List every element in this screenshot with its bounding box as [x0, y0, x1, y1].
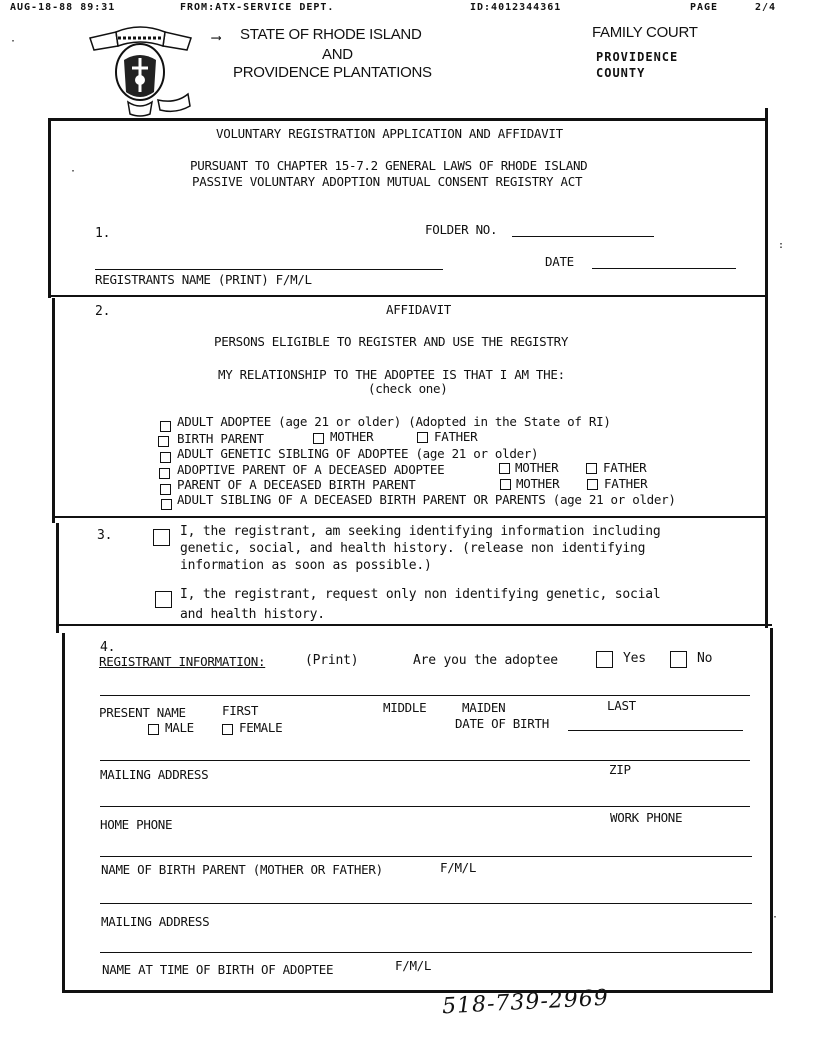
fax-id: ID:4012344361	[470, 2, 562, 13]
present-name-field[interactable]	[100, 695, 750, 696]
section1-number: 1.	[95, 226, 111, 241]
male-label: MALE	[165, 720, 194, 735]
section3-number: 3.	[97, 528, 113, 543]
checkbox-parent-deceased[interactable]	[160, 484, 171, 495]
scan-mark: ·	[70, 166, 77, 177]
form-left-border-1	[48, 118, 51, 298]
option-adoptive-parent: ADOPTIVE PARENT OF A DECEASED ADOPTEE	[177, 462, 445, 477]
birth-parent-father-label: FATHER	[434, 429, 478, 444]
option-parent-deceased: PARENT OF A DECEASED BIRTH PARENT	[177, 477, 416, 492]
name-at-birth-field[interactable]	[100, 952, 752, 953]
checkbox-adult-adoptee[interactable]	[160, 421, 171, 432]
option2-line1: I, the registrant, request only non identifying genetic, social	[180, 587, 661, 602]
name-at-birth-fml-label: F/M/L	[395, 958, 432, 973]
checkbox-genetic-sibling[interactable]	[160, 452, 171, 463]
option1-line3: information as soon as possible.)	[180, 558, 432, 573]
mailing-address2-label: MAILING ADDRESS	[101, 914, 210, 929]
maiden-name-label: MAIDEN	[462, 700, 506, 715]
form-left-border-2	[52, 298, 55, 523]
adoptive-parent-mother-label: MOTHER	[515, 460, 559, 475]
court-name: FAMILY COURT	[592, 24, 698, 41]
print-label: (Print)	[305, 653, 359, 668]
birth-parent-name-label: NAME OF BIRTH PARENT (MOTHER OR FATHER)	[101, 862, 383, 877]
adoptive-parent-father-label: FATHER	[603, 460, 647, 475]
checkbox-birth-parent-father[interactable]	[417, 432, 428, 443]
home-phone-label: HOME PHONE	[100, 817, 173, 832]
checkbox-birth-parent-mother[interactable]	[313, 433, 324, 444]
last-name-label: LAST	[607, 698, 636, 713]
scan-mark: ·	[10, 36, 17, 47]
form-bottom-border	[62, 990, 773, 993]
home-phone-field[interactable]	[100, 806, 750, 807]
present-name-label: PRESENT NAME	[99, 705, 186, 720]
scan-mark: ·	[772, 912, 779, 923]
first-name-label: FIRST	[222, 703, 259, 718]
middle-name-label: MIDDLE	[383, 700, 427, 715]
birth-parent-name-field[interactable]	[100, 856, 752, 857]
divider-section2	[48, 295, 768, 297]
registrant-name-field[interactable]	[95, 269, 443, 270]
relationship-text: MY RELATIONSHIP TO THE ADOPTEE IS THAT I AM THE:	[218, 367, 565, 382]
fax-from: FROM:ATX-SERVICE DEPT.	[180, 2, 335, 13]
parent-deceased-mother-label: MOTHER	[516, 476, 560, 491]
name-at-birth-label: NAME AT TIME OF BIRTH OF ADOPTEE	[102, 962, 334, 977]
checkbox-seeking-identifying[interactable]	[153, 529, 170, 546]
fax-page-value: 2/4	[755, 2, 777, 13]
form-left-border-3	[56, 523, 59, 633]
form-right-border-2	[770, 628, 773, 992]
checkbox-adoptive-parent[interactable]	[159, 468, 170, 479]
option1-line1: I, the registrant, am seeking identifying information including	[180, 524, 661, 539]
mailing-address-field[interactable]	[100, 760, 750, 761]
mailing-address-label: MAILING ADDRESS	[100, 767, 209, 782]
state-seal-icon	[88, 20, 193, 118]
date-label: DATE	[545, 254, 574, 269]
registrant-info-label: REGISTRANT INFORMATION:	[99, 654, 266, 669]
dash-arrow-icon: ⟶	[212, 30, 221, 46]
divider-section4	[56, 624, 772, 626]
divider-section3	[52, 516, 768, 518]
state-line2: AND	[322, 46, 353, 63]
checkbox-adoptive-parent-mother[interactable]	[499, 463, 510, 474]
section4-number: 4.	[100, 640, 116, 655]
checkbox-male[interactable]	[148, 724, 159, 735]
folder-label: FOLDER NO.	[425, 222, 498, 237]
fax-date-time: AUG-18-88 89:31	[10, 2, 116, 13]
work-phone-label: WORK PHONE	[610, 810, 683, 825]
option2-line2: and health history.	[180, 607, 325, 622]
checkbox-female[interactable]	[222, 724, 233, 735]
zip-label: ZIP	[609, 762, 631, 777]
county-line2: COUNTY	[596, 66, 646, 80]
birth-parent-fml-label: F/M/L	[440, 860, 477, 875]
handwritten-phone: 518-739-2969	[441, 985, 610, 1020]
county-line1: PROVIDENCE	[596, 50, 679, 64]
pursuant-line1: PURSUANT TO CHAPTER 15-7.2 GENERAL LAWS OF RHODE ISLAND	[190, 158, 588, 173]
eligible-text: PERSONS ELIGIBLE TO REGISTER AND USE THE REGISTRY	[214, 334, 569, 349]
section2-number: 2.	[95, 304, 111, 319]
birth-parent-mother-label: MOTHER	[330, 429, 374, 444]
check-one-text: (check one)	[368, 381, 448, 396]
dob-label: DATE OF BIRTH	[455, 716, 549, 731]
adoptee-question: Are you the adoptee	[413, 653, 558, 668]
option1-line2: genetic, social, and health history. (release non identifying	[180, 541, 646, 556]
option-adult-adoptee: ADULT ADOPTEE (age 21 or older) (Adopted in the State of RI)	[177, 414, 611, 429]
state-line1: STATE OF RHODE ISLAND	[240, 26, 422, 43]
state-line3: PROVIDENCE PLANTATIONS	[233, 64, 432, 81]
form-right-border-1	[765, 108, 768, 628]
date-field[interactable]	[592, 268, 736, 269]
form-left-border-4	[62, 633, 65, 991]
adoptee-yes-label: Yes	[623, 651, 646, 666]
checkbox-sibling-deceased[interactable]	[161, 499, 172, 510]
checkbox-adoptive-parent-father[interactable]	[586, 463, 597, 474]
fax-page-label: PAGE	[690, 2, 719, 13]
dob-field[interactable]	[568, 730, 743, 731]
adoptee-no-label: No	[697, 651, 713, 666]
checkbox-parent-deceased-mother[interactable]	[500, 479, 511, 490]
checkbox-birth-parent[interactable]	[158, 436, 169, 447]
folder-field[interactable]	[512, 236, 654, 237]
checkbox-non-identifying[interactable]	[155, 591, 172, 608]
option-genetic-sibling: ADULT GENETIC SIBLING OF ADOPTEE (age 21 or older)	[177, 446, 539, 461]
form-top-border	[48, 118, 768, 121]
checkbox-adoptee-no[interactable]	[670, 651, 687, 668]
scan-mark: :	[778, 240, 785, 251]
option-birth-parent: BIRTH PARENT	[177, 431, 264, 446]
female-label: FEMALE	[239, 720, 283, 735]
checkbox-adoptee-yes[interactable]	[596, 651, 613, 668]
checkbox-parent-deceased-father[interactable]	[587, 479, 598, 490]
mailing-address2-field[interactable]	[100, 903, 752, 904]
affidavit-heading: AFFIDAVIT	[386, 302, 452, 317]
pursuant-line2: PASSIVE VOLUNTARY ADOPTION MUTUAL CONSENT REGISTRY ACT	[192, 174, 583, 189]
parent-deceased-father-label: FATHER	[604, 476, 648, 491]
registrant-name-label: REGISTRANTS NAME (PRINT) F/M/L	[95, 272, 312, 287]
form-title: VOLUNTARY REGISTRATION APPLICATION AND AFFIDAVIT	[216, 126, 563, 141]
option-sibling-deceased: ADULT SIBLING OF A DECEASED BIRTH PARENT OR PARENTS (age 21 or older)	[177, 492, 676, 507]
